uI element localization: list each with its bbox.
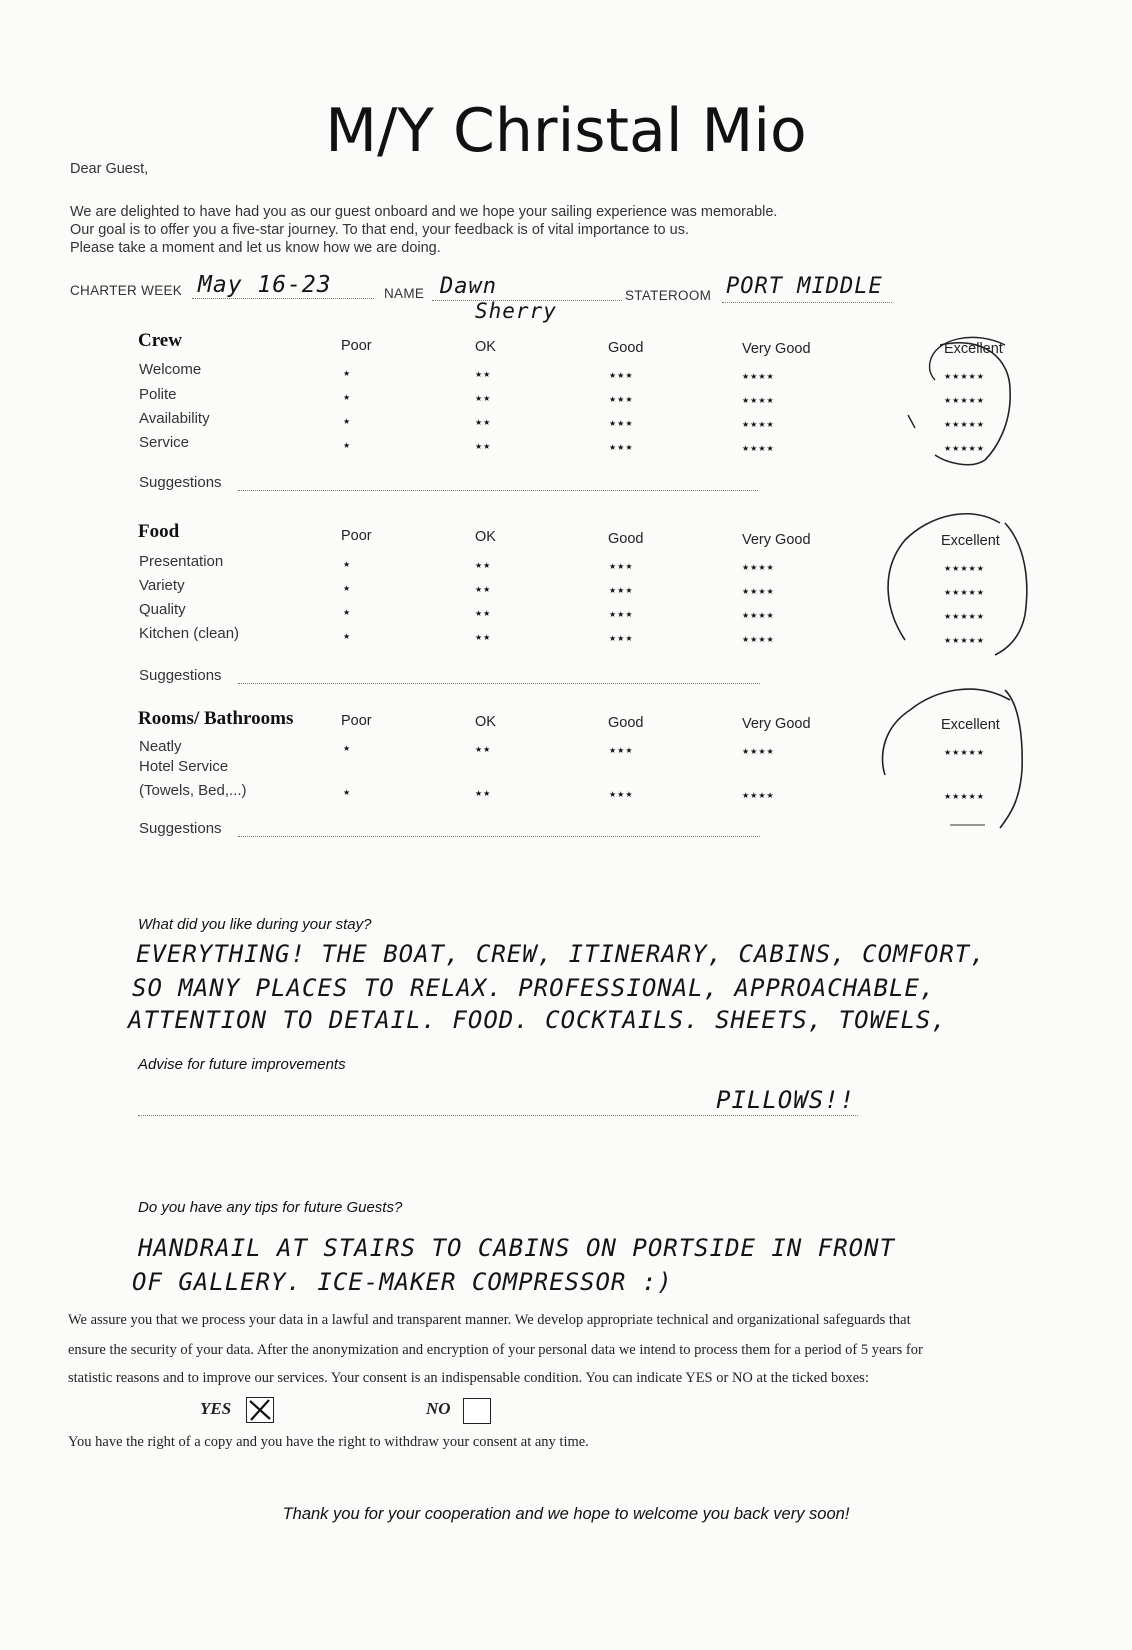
row-quality: Quality: [139, 601, 186, 618]
rating-star[interactable]: ★★★★: [742, 372, 775, 381]
rating-star[interactable]: ★★★: [609, 395, 634, 404]
col-excellent: Excellent: [941, 717, 1000, 733]
tips-answer-line-2[interactable]: OF GALLERY. ICE-MAKER COMPRESSOR :): [132, 1268, 673, 1296]
food-excellent-circle-left: [888, 514, 1000, 640]
liked-answer-line-3[interactable]: ATTENTION TO DETAIL. FOOD. COCKTAILS. SHEETS, TOWELS,: [128, 1006, 947, 1034]
stateroom-value[interactable]: PORT MIDDLE: [726, 274, 883, 299]
row-presentation: Presentation: [139, 553, 224, 570]
rating-star[interactable]: ★★★★★: [944, 564, 985, 573]
col-excellent: Excellent: [944, 341, 1003, 357]
rating-star[interactable]: ★★★★★: [944, 748, 985, 757]
row-neatly: Neatly: [139, 738, 182, 755]
rating-star[interactable]: ★★★★: [742, 747, 775, 756]
rating-star[interactable]: ★: [343, 393, 352, 402]
rating-star[interactable]: ★★: [475, 633, 492, 642]
crew-excellent-circle: [935, 343, 1010, 465]
rating-star[interactable]: ★★★★★: [944, 588, 985, 597]
row-availability: Availability: [139, 410, 210, 427]
consent-line-3: statistic reasons and to improve our services. Your consent is an indispensable condition. You can indicate YES or NO at the ticked boxes:: [68, 1370, 869, 1386]
col-very-good: Very Good: [742, 716, 811, 732]
col-good: Good: [608, 340, 644, 356]
rating-star[interactable]: ★★★: [609, 586, 634, 595]
col-poor: Poor: [341, 338, 372, 354]
rating-star[interactable]: ★★: [475, 561, 492, 570]
rating-star[interactable]: ★★★★★: [944, 792, 985, 801]
consent-line-1: We assure you that we process your data in a lawful and transparent manner. We develop appropriate technical and organizational safeguards that: [68, 1312, 911, 1328]
consent-line-2: ensure the security of your data. After the anonymization and encryption of your personal data we intend to process them for a period of 5 years for: [68, 1342, 923, 1358]
rating-star[interactable]: ★: [343, 608, 352, 617]
rating-star[interactable]: ★★★★★: [944, 396, 985, 405]
advise-question: Advise for future improvements: [138, 1056, 346, 1073]
charter-week-value[interactable]: May 16-23: [198, 272, 332, 298]
crew-suggestions-label: Suggestions: [139, 474, 222, 491]
rating-star[interactable]: ★★★★: [742, 420, 775, 429]
col-very-good: Very Good: [742, 341, 811, 357]
rooms-excellent-circle-left: [883, 689, 1010, 775]
col-poor: Poor: [341, 528, 372, 544]
rating-star[interactable]: ★: [343, 417, 352, 426]
col-very-good: Very Good: [742, 532, 811, 548]
rating-star[interactable]: ★★★: [609, 419, 634, 428]
liked-answer-line-2[interactable]: SO MANY PLACES TO RELAX. PROFESSIONAL, APPROACHABLE,: [132, 974, 936, 1002]
tips-question: Do you have any tips for future Guests?: [138, 1199, 403, 1216]
rooms-excellent-circle-right: [1000, 690, 1022, 828]
rating-star[interactable]: ★★★: [609, 610, 634, 619]
section-title-rooms: Rooms/ Bathrooms: [138, 708, 294, 729]
rating-star[interactable]: ★★★: [609, 562, 634, 571]
rating-star[interactable]: ★: [343, 584, 352, 593]
name-label: NAME: [384, 286, 425, 301]
rating-star[interactable]: ★★★★: [742, 587, 775, 596]
tips-answer-line-1[interactable]: HANDRAIL AT STAIRS TO CABINS ON PORTSIDE IN FRONT: [138, 1234, 896, 1262]
rating-star[interactable]: ★★★: [609, 371, 634, 380]
rating-star[interactable]: ★★★★★: [944, 612, 985, 621]
row-welcome: Welcome: [139, 361, 202, 378]
food-suggestions-label: Suggestions: [139, 667, 222, 684]
liked-answer-line-4[interactable]: PILLOWS!!: [716, 1086, 856, 1114]
rating-star[interactable]: ★★★★: [742, 563, 775, 572]
col-poor: Poor: [341, 713, 372, 729]
row-service: Service: [139, 434, 190, 451]
rating-star[interactable]: ★★: [475, 370, 492, 379]
rating-star[interactable]: ★★★★: [742, 611, 775, 620]
intro-line-1: We are delighted to have had you as our guest onboard and we hope your sailing experience was memorable.: [70, 204, 778, 220]
col-good: Good: [608, 715, 644, 731]
section-title-crew: Crew: [138, 330, 182, 351]
rating-star[interactable]: ★★: [475, 585, 492, 594]
rating-star[interactable]: ★★★★: [742, 635, 775, 644]
rating-star[interactable]: ★: [343, 788, 352, 797]
name-value-2[interactable]: Sherry: [475, 299, 557, 323]
rating-star[interactable]: ★: [343, 560, 352, 569]
rating-star[interactable]: ★★: [475, 394, 492, 403]
greeting: Dear Guest,: [70, 161, 149, 177]
check-x-icon: [247, 1398, 273, 1422]
rating-star[interactable]: ★★★★★: [944, 372, 985, 381]
row-hotel-service: Hotel Service: [139, 758, 229, 775]
liked-question: What did you like during your stay?: [138, 916, 372, 933]
row-variety: Variety: [139, 577, 185, 594]
rating-star[interactable]: ★★: [475, 789, 492, 798]
rating-star[interactable]: ★★★★★: [944, 420, 985, 429]
rating-star[interactable]: ★★: [475, 745, 492, 754]
rating-star[interactable]: ★: [343, 632, 352, 641]
rating-star[interactable]: ★★★: [609, 746, 634, 755]
rights-text: You have the right of a copy and you have the right to withdraw your consent at any time.: [68, 1434, 589, 1450]
charter-week-label: CHARTER WEEK: [70, 283, 183, 298]
rating-star[interactable]: ★: [343, 369, 352, 378]
row-kitchen: Kitchen (clean): [139, 625, 240, 642]
rating-star[interactable]: ★: [343, 441, 352, 450]
rating-star[interactable]: ★★★★★: [944, 444, 985, 453]
intro-line-3: Please take a moment and let us know how we are doing.: [70, 240, 441, 256]
liked-answer-line-1[interactable]: EVERYTHING! THE BOAT, CREW, ITINERARY, CABINS, COMFORT,: [136, 940, 986, 968]
col-ok: OK: [475, 714, 496, 730]
no-checkbox[interactable]: [463, 1398, 491, 1424]
food-excellent-circle-right: [995, 523, 1027, 655]
row-polite: Polite: [139, 386, 177, 403]
rating-star[interactable]: ★★★★: [742, 444, 775, 453]
rating-star[interactable]: ★: [343, 744, 352, 753]
rating-star[interactable]: ★★: [475, 442, 492, 451]
rating-star[interactable]: ★★: [475, 418, 492, 427]
crew-excellent-tick: [908, 415, 915, 428]
section-title-food: Food: [138, 521, 180, 542]
rating-star[interactable]: ★★★: [609, 790, 634, 799]
row-towels-bed: (Towels, Bed,...): [139, 782, 247, 799]
rooms-suggestions-label: Suggestions: [139, 820, 222, 837]
col-ok: OK: [475, 339, 496, 355]
rating-star[interactable]: ★★★: [609, 443, 634, 452]
col-excellent: Excellent: [941, 533, 1000, 549]
col-good: Good: [608, 531, 644, 547]
rating-star[interactable]: ★★: [475, 609, 492, 618]
advise-answer-field[interactable]: [138, 1115, 858, 1116]
name-value[interactable]: Dawn: [440, 274, 497, 299]
thank-you-note: Thank you for your cooperation and we hope to welcome you back very soon!: [282, 1505, 850, 1523]
yes-checkbox[interactable]: [246, 1397, 274, 1423]
rating-star[interactable]: ★★★★: [742, 791, 775, 800]
intro-line-2: Our goal is to offer you a five-star journey. To that end, your feedback is of vital importance to us.: [70, 222, 689, 238]
stateroom-label: STATEROOM: [625, 288, 712, 303]
yes-label: YES: [200, 1399, 232, 1418]
rating-star[interactable]: ★★★: [609, 634, 634, 643]
no-label: NO: [426, 1399, 451, 1418]
col-ok: OK: [475, 529, 496, 545]
rating-star[interactable]: ★★★★★: [944, 636, 985, 645]
form-title: M/Y Christal Mio: [325, 96, 807, 166]
rating-star[interactable]: ★★★★: [742, 396, 775, 405]
